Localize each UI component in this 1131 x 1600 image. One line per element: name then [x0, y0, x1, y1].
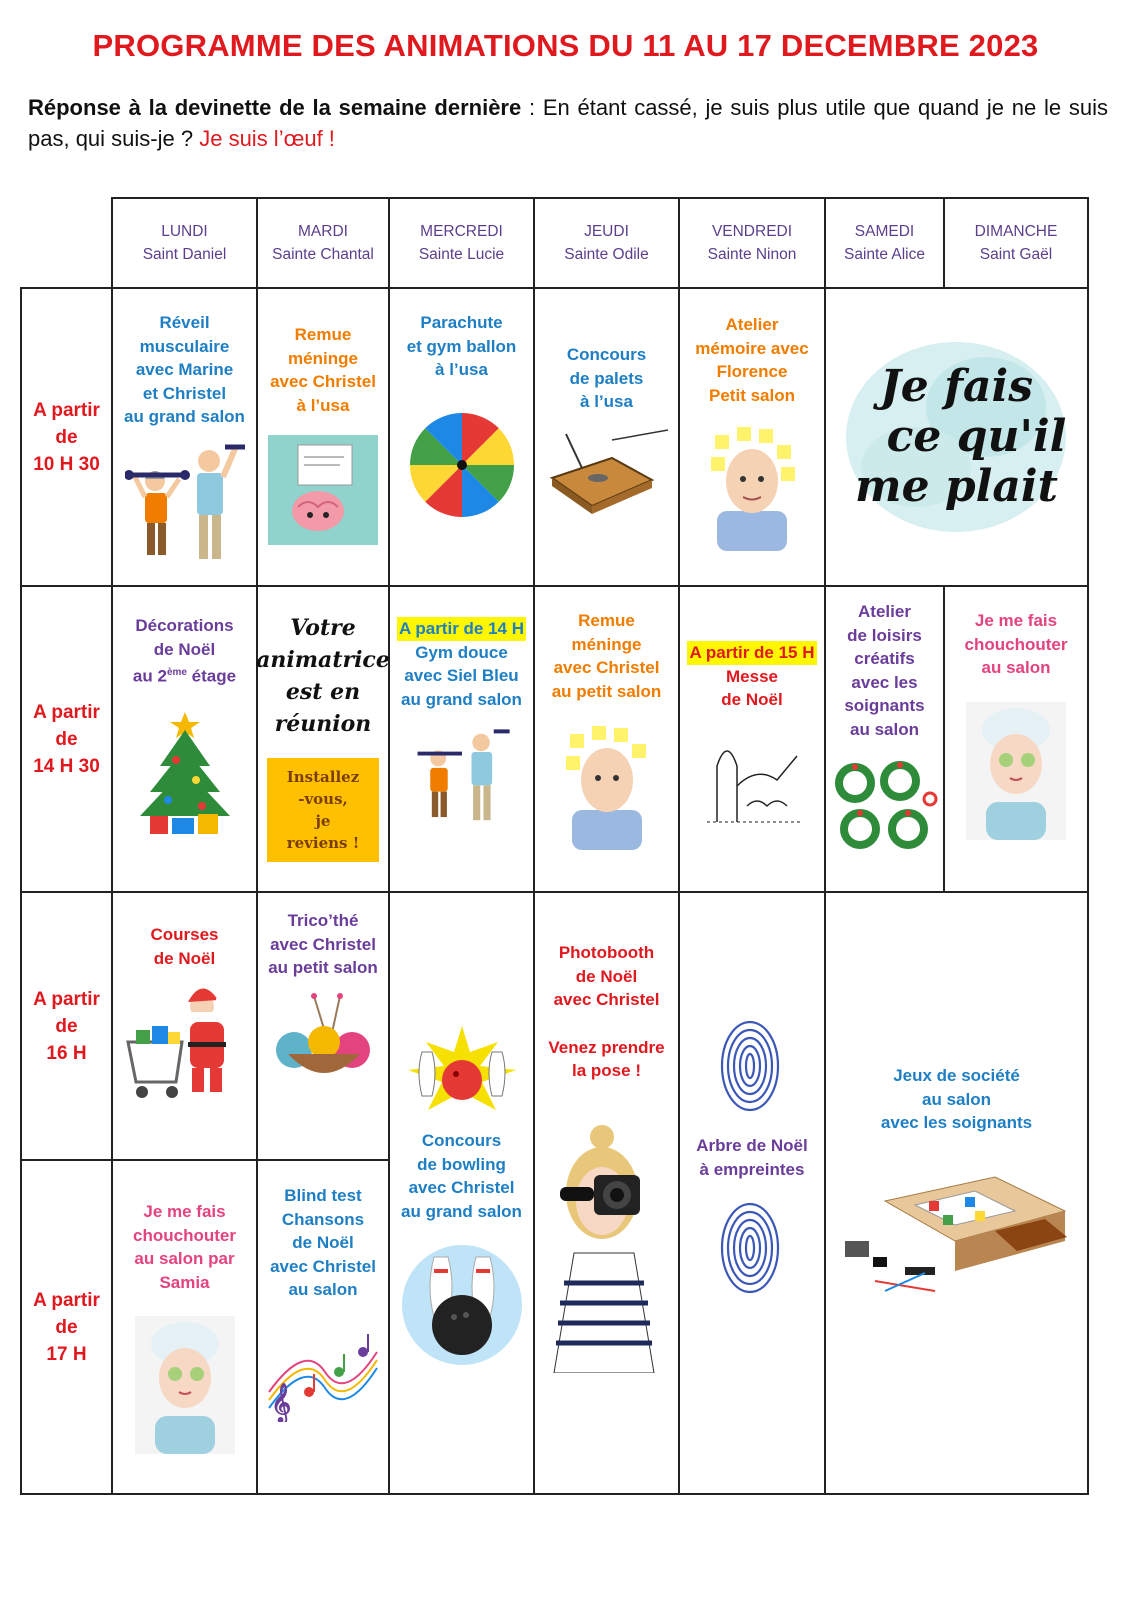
header-jeudi: JEUDI Sainte Odile — [564, 223, 649, 263]
activity-vendredi-morning: Atelier mémoire avec Florence Petit salon — [680, 313, 824, 581]
thinking-lady-icon — [552, 715, 662, 855]
time-highlight: A partir de 14 H — [397, 617, 526, 641]
svg-text:𝄞: 𝄞 — [271, 1382, 292, 1422]
time-10h30: A partir de 10 H 30 — [33, 399, 100, 475]
activity-mercredi-morning: Parachute et gym ballon à l’usa — [390, 311, 533, 581]
activity-jeudi-morning: Concours de palets à l’usa — [535, 343, 678, 581]
activity-mercredi-16h: Concours de bowling avec Christel au grand salon — [390, 1129, 533, 1489]
riddle-lead: Réponse à la devinette de la semaine dernière — [28, 95, 522, 120]
activity-mardi-morning: Remue méninge avec Christel à l’usa — [258, 323, 388, 581]
palets-icon — [542, 428, 672, 518]
bowling-icon — [400, 1022, 524, 1118]
art-line-1: Je fais — [879, 361, 1034, 412]
church-icon — [697, 726, 807, 826]
art-line-3: me plait — [855, 461, 1058, 512]
board-games-icon — [845, 1171, 1069, 1301]
notice-box: Installez -vous, je reviens ! — [267, 758, 379, 862]
activity-jeudi-afternoon: Remue méninge avec Christel au petit salon — [535, 609, 678, 888]
riddle-question: : En étant cassé, je suis plus utile que quand je ne le suis pas, qui suis-je ? — [28, 95, 1108, 151]
activity-mardi-16h: Trico’thé avec Christel au petit salon — [258, 909, 388, 1157]
christmas-tree-icon — [130, 708, 240, 838]
exercise-icon — [125, 439, 245, 565]
wreath-icon — [830, 759, 940, 869]
santa-cart-icon — [122, 982, 248, 1112]
activity-lundi-afternoon: Décorations de Noël au 2ème étage — [113, 614, 256, 888]
activity-mercredi-afternoon: A partir de 14 H Gym douce avec Siel Bleu au grand salon — [390, 617, 533, 888]
parachute-icon — [407, 410, 517, 520]
thinking-lady-icon — [697, 421, 807, 551]
fingerprint-icon — [718, 1018, 782, 1114]
riddle-answer: Je suis l’œuf ! — [199, 126, 335, 151]
activity-dimanche-afternoon: Je me fais chouchouter au salon — [945, 609, 1087, 888]
time-14h30: A partir de 14 H 30 — [33, 701, 100, 777]
activity-lundi-17h: Je me fais chouchouter au salon par Samia — [113, 1200, 256, 1489]
time-16h: A partir de 16 H — [33, 988, 100, 1064]
header-mardi: MARDI Sainte Chantal — [272, 223, 374, 263]
header-mercredi: MERCREDI Sainte Lucie — [418, 223, 505, 263]
header-dimanche: DIMANCHE Saint Gaël — [974, 223, 1058, 263]
activity-vendredi-16h: Arbre de Noël à empreintes — [696, 1136, 808, 1179]
activity-weekend-16h: Jeux de société au salon avec les soignants — [826, 1064, 1087, 1484]
fingerprint-icon — [718, 1200, 782, 1296]
activity-mardi-afternoon: Votre animatrice est en réunion Installez -vous, je reviens ! — [258, 612, 388, 888]
camera-lady-icon — [544, 1123, 670, 1373]
yarn-icon — [268, 992, 378, 1092]
page-title: PROGRAMME DES ANIMATIONS DU 11 AU 17 DECEMBRE 2023 — [92, 28, 1039, 63]
bowling-icon — [400, 1243, 524, 1367]
time-highlight: A partir de 15 H — [687, 641, 816, 665]
activity-vendredi-afternoon: A partir de 15 H Messe de Noël — [680, 641, 824, 888]
exercise-icon — [407, 725, 517, 825]
time-17h: A partir de 17 H — [33, 1289, 100, 1365]
header-vendredi: VENDREDI Sainte Ninon — [707, 223, 797, 263]
activity-mardi-17h: Blind test Chansons de Noël avec Christel au salon 𝄞 — [258, 1184, 388, 1489]
art-line-2: ce qu'il — [886, 411, 1067, 462]
activity-lundi-16h: Courses de Noël — [113, 923, 256, 1157]
header-samedi: SAMEDI Sainte Alice — [844, 223, 925, 263]
spa-face-icon — [135, 1316, 235, 1454]
riddle-paragraph — [28, 92, 1108, 154]
spa-face-icon — [966, 702, 1066, 840]
activity-jeudi-16h: Photobooth de Noël avec Christel Venez prendre la pose ! — [535, 941, 678, 1489]
activity-lundi-morning: Réveil musculaire avec Marine et Christel au grand salon — [113, 311, 256, 581]
music-notes-icon — [265, 1322, 381, 1422]
brain-icon — [268, 435, 378, 545]
header-lundi: LUNDI Saint Daniel — [142, 223, 227, 263]
activity-samedi-afternoon: Atelier de loisirs créatifs avec les soignants au salon — [826, 600, 943, 888]
weekend-morning-art — [826, 289, 1087, 585]
